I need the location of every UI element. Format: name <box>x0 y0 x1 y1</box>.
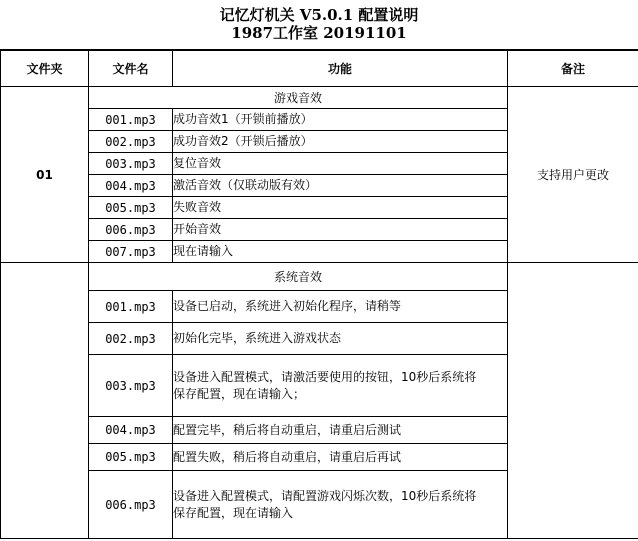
section-game-sounds: 游戏音效 <box>89 87 508 109</box>
filename-cell: 002.mp3 <box>89 131 173 153</box>
filename-cell: 002.mp3 <box>89 323 173 355</box>
header-row <box>1 51 638 87</box>
filename-cell: 006.mp3 <box>89 219 173 241</box>
function-cell: 初始化完毕，系统进入游戏状态 <box>173 323 508 355</box>
header-function: 功能 <box>173 51 508 87</box>
function-cell <box>173 471 508 539</box>
function-cell: 配置完毕，稍后将自动重启，请重启后测试 <box>173 417 508 444</box>
filename-cell: 004.mp3 <box>89 175 173 197</box>
filename-cell: 004.mp3 <box>89 417 173 444</box>
function-cell: 激活音效（仅联动版有效） <box>173 175 508 197</box>
filename-cell: 003.mp3 <box>89 153 173 175</box>
filename-cell: 001.mp3 <box>89 291 173 323</box>
filename-cell: 007.mp3 <box>89 241 173 263</box>
function-line-1: 设备进入配置模式，请配置游戏闪烁次数，10秒后系统将 <box>173 488 477 503</box>
filename-cell: 003.mp3 <box>89 355 173 417</box>
note-cell: 支持用户更改 <box>508 87 638 263</box>
header-note: 备注 <box>508 51 638 87</box>
header-filename: 文件名 <box>89 51 173 87</box>
function-line-2: 保存配置，现在请输入； <box>173 386 306 401</box>
section-system-sounds: 系统音效 <box>89 263 508 291</box>
function-line-1: 设备进入配置模式，请激活要使用的按钮，10秒后系统将 <box>173 369 477 384</box>
function-cell: 配置失败，稍后将自动重启，请重启后再试 <box>173 444 508 471</box>
document-title <box>0 0 638 50</box>
config-table <box>0 50 638 539</box>
table-row <box>1 263 638 291</box>
function-cell: 复位音效 <box>173 153 508 175</box>
function-cell: 开始音效 <box>173 219 508 241</box>
function-cell: 成功音效2（开锁后播放） <box>173 131 508 153</box>
filename-cell: 005.mp3 <box>89 197 173 219</box>
folder-cell-02 <box>1 263 89 539</box>
folder-cell-01: 01 <box>1 87 89 263</box>
header-folder: 文件夹 <box>1 51 89 87</box>
function-cell: 失败音效 <box>173 197 508 219</box>
function-cell: 现在请输入 <box>173 241 508 263</box>
function-cell: 设备已启动，系统进入初始化程序，请稍等 <box>173 291 508 323</box>
table-row <box>1 87 638 109</box>
function-cell: 成功音效1（开锁前播放） <box>173 109 508 131</box>
filename-cell: 001.mp3 <box>89 109 173 131</box>
function-cell <box>173 355 508 417</box>
title-line-2: 1987工作室 20191101 <box>231 24 407 42</box>
filename-cell: 005.mp3 <box>89 444 173 471</box>
title-line-1: 记忆灯机关 V5.0.1 配置说明 <box>219 6 419 24</box>
note-cell-empty <box>508 263 638 539</box>
filename-cell: 006.mp3 <box>89 471 173 539</box>
function-line-2: 保存配置，现在请输入 <box>173 505 294 520</box>
